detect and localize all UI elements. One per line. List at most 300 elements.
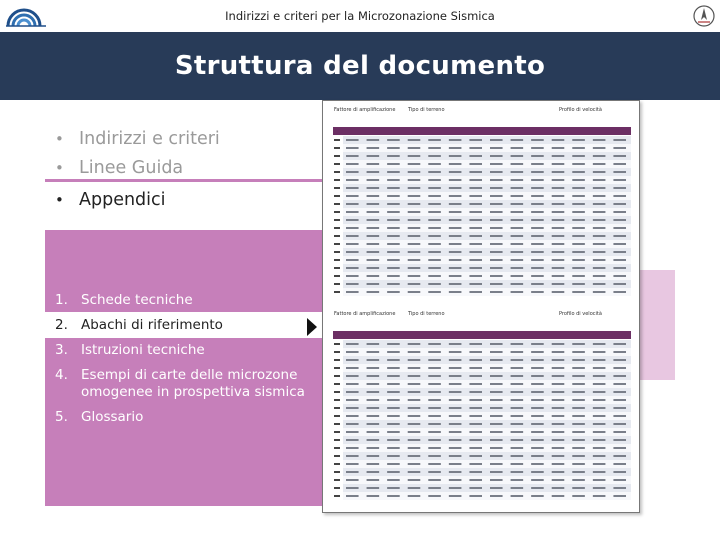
table-cell — [490, 415, 503, 417]
appendix-item-glossario[interactable] — [45, 409, 330, 426]
table-grid — [333, 136, 631, 296]
table-cell — [613, 343, 626, 345]
table-cell — [346, 227, 359, 229]
table-cell — [387, 343, 400, 345]
table-cell — [613, 447, 626, 449]
table-cell — [469, 359, 482, 361]
table-cell — [367, 383, 380, 385]
table-cell — [367, 171, 380, 173]
table-cell — [572, 251, 585, 253]
table-cell — [387, 275, 400, 277]
table-cell — [593, 359, 606, 361]
table-cell — [511, 367, 524, 369]
table-cell — [367, 267, 380, 269]
table-row — [343, 372, 631, 380]
table-cell — [449, 187, 462, 189]
table-cell — [408, 391, 421, 393]
table-cell — [593, 383, 606, 385]
table-cell — [572, 391, 585, 393]
table-row — [343, 216, 631, 224]
table-cell — [511, 203, 524, 205]
table-cell — [511, 447, 524, 449]
row-label — [334, 211, 340, 213]
table-cell — [572, 423, 585, 425]
table-cell — [613, 495, 626, 497]
table-cell — [593, 227, 606, 229]
table-cell — [511, 463, 524, 465]
table-cell — [593, 495, 606, 497]
table-cell — [367, 455, 380, 457]
table-cell — [593, 367, 606, 369]
table-cell — [408, 187, 421, 189]
table-cell — [428, 163, 441, 165]
table-cell — [552, 367, 565, 369]
table-cell — [469, 487, 482, 489]
table-cell — [613, 359, 626, 361]
table-row — [343, 484, 631, 492]
table-cell — [593, 251, 606, 253]
table-cell — [572, 187, 585, 189]
table-cell — [428, 367, 441, 369]
item-number: 5. — [55, 409, 68, 425]
table-cell — [346, 407, 359, 409]
table-cell — [408, 383, 421, 385]
table-cell — [490, 407, 503, 409]
table-cell — [469, 283, 482, 285]
table-cell — [346, 187, 359, 189]
table-cell — [449, 351, 462, 353]
table-cell — [346, 139, 359, 141]
table-cell — [613, 391, 626, 393]
table-cell — [511, 219, 524, 221]
table-cell — [408, 227, 421, 229]
table-cell — [469, 291, 482, 293]
table-cell — [387, 351, 400, 353]
table-cell — [449, 147, 462, 149]
table-cell — [531, 495, 544, 497]
table-cell — [552, 495, 565, 497]
table-cell — [449, 259, 462, 261]
table-cell — [613, 195, 626, 197]
table-cell — [346, 375, 359, 377]
table-cell — [552, 407, 565, 409]
table-cell — [428, 195, 441, 197]
table-cell — [367, 391, 380, 393]
table-cell — [387, 383, 400, 385]
table-cell — [449, 275, 462, 277]
table-cell — [346, 487, 359, 489]
table-cell — [387, 155, 400, 157]
row-label — [334, 367, 340, 369]
table-cell — [531, 259, 544, 261]
row-label — [334, 375, 340, 377]
row-label — [334, 275, 340, 277]
appendix-item-schede[interactable] — [45, 292, 330, 309]
table-cell — [346, 267, 359, 269]
section-item-linee-guida[interactable] — [45, 155, 330, 184]
table-cell — [387, 391, 400, 393]
row-label — [334, 415, 340, 417]
table-cell — [428, 155, 441, 157]
section-item-indirizzi[interactable] — [45, 126, 330, 155]
table-cell — [367, 259, 380, 261]
table-cell — [552, 447, 565, 449]
table-cell — [428, 283, 441, 285]
table-cell — [428, 343, 441, 345]
table-cell — [408, 179, 421, 181]
row-label — [334, 399, 340, 401]
table-cell — [408, 171, 421, 173]
table-cell — [552, 275, 565, 277]
table-cell — [593, 195, 606, 197]
table-cell — [511, 439, 524, 441]
row-label — [334, 163, 340, 165]
table-cell — [572, 359, 585, 361]
table-cell — [469, 227, 482, 229]
table-cell — [490, 203, 503, 205]
table-cell — [469, 399, 482, 401]
table-cell — [387, 495, 400, 497]
table-cell — [511, 495, 524, 497]
table-cell — [613, 259, 626, 261]
table-cell — [367, 251, 380, 253]
table-cell — [367, 291, 380, 293]
item-label: Esempi di carte delle microzone omogenee in prospettiva sismica — [81, 367, 305, 400]
table-cell — [511, 259, 524, 261]
table-cell — [469, 187, 482, 189]
table-cell — [387, 471, 400, 473]
table-cell — [572, 275, 585, 277]
table-cell — [387, 291, 400, 293]
table-cell — [613, 251, 626, 253]
table-cell — [469, 275, 482, 277]
table-cell — [387, 219, 400, 221]
table-cell — [387, 283, 400, 285]
table-cell — [593, 431, 606, 433]
table-cell — [387, 447, 400, 449]
table-cell — [449, 455, 462, 457]
table-cell — [613, 487, 626, 489]
table-cell — [531, 203, 544, 205]
item-label: Istruzioni tecniche — [81, 342, 205, 358]
table-cell — [572, 431, 585, 433]
table-cell — [531, 407, 544, 409]
table-cell — [511, 415, 524, 417]
table-cell — [408, 203, 421, 205]
table-cell — [552, 423, 565, 425]
appendix-item-istruzioni[interactable] — [45, 342, 330, 359]
table-cell — [593, 447, 606, 449]
table-cell — [531, 235, 544, 237]
table-row — [343, 160, 631, 168]
table-grid — [333, 340, 631, 505]
table-cell — [428, 415, 441, 417]
table-cell — [387, 243, 400, 245]
table-cell — [428, 235, 441, 237]
table-cell — [552, 391, 565, 393]
table-cell — [572, 219, 585, 221]
table-cell — [387, 203, 400, 205]
table-cell — [593, 283, 606, 285]
table-cell — [490, 391, 503, 393]
table-cell — [469, 479, 482, 481]
table-cell — [387, 171, 400, 173]
table-cell — [572, 171, 585, 173]
table-cell — [408, 407, 421, 409]
table-cell — [428, 243, 441, 245]
table-cell — [572, 407, 585, 409]
table-cell — [552, 195, 565, 197]
table-cell — [428, 495, 441, 497]
table-cell — [346, 147, 359, 149]
item-number: 2. — [55, 317, 68, 333]
table-cell — [346, 195, 359, 197]
table-cell — [593, 243, 606, 245]
table-cell — [613, 203, 626, 205]
table-cell — [552, 243, 565, 245]
table-cell — [469, 155, 482, 157]
table-cell — [346, 471, 359, 473]
table-cell — [531, 195, 544, 197]
table-cell — [531, 359, 544, 361]
table-cell — [346, 351, 359, 353]
table-cell — [367, 463, 380, 465]
table-cell — [449, 399, 462, 401]
table-cell — [449, 383, 462, 385]
table-row — [343, 380, 631, 388]
table-cell — [552, 471, 565, 473]
table-cell — [531, 415, 544, 417]
table-row — [343, 444, 631, 452]
table-cell — [449, 471, 462, 473]
table-cell — [593, 487, 606, 489]
row-label — [334, 463, 340, 465]
table-cell — [613, 275, 626, 277]
table-cell — [428, 227, 441, 229]
table-row — [343, 356, 631, 364]
table-row — [343, 224, 631, 232]
table-cell — [531, 227, 544, 229]
table-cell — [449, 179, 462, 181]
table-cell — [346, 495, 359, 497]
table-cell — [572, 375, 585, 377]
table-cell — [593, 415, 606, 417]
table-cell — [449, 423, 462, 425]
table-cell — [531, 187, 544, 189]
table-cell — [593, 423, 606, 425]
table-row — [343, 208, 631, 216]
table-cell — [346, 431, 359, 433]
table-cell — [531, 179, 544, 181]
table-cell — [469, 343, 482, 345]
table-cell — [490, 147, 503, 149]
table-cell — [346, 235, 359, 237]
table-row — [343, 460, 631, 468]
table-cell — [552, 235, 565, 237]
table-cell — [490, 179, 503, 181]
table-cell — [593, 235, 606, 237]
table-cell — [593, 259, 606, 261]
table-cell — [449, 235, 462, 237]
item-label: Glossario — [81, 409, 144, 425]
table-cell — [387, 487, 400, 489]
table-cell — [428, 399, 441, 401]
table-cell — [449, 227, 462, 229]
table-cell — [490, 423, 503, 425]
appendix-item-abachi[interactable] — [45, 312, 330, 338]
table-cell — [613, 415, 626, 417]
table-cell — [449, 343, 462, 345]
table-cell — [408, 283, 421, 285]
table-cell — [511, 243, 524, 245]
table-row — [343, 420, 631, 428]
table-cell — [531, 267, 544, 269]
table-cell — [408, 471, 421, 473]
table-cell — [428, 479, 441, 481]
table-cell — [428, 359, 441, 361]
table-cell — [531, 375, 544, 377]
table-cell — [387, 179, 400, 181]
table-cell — [367, 147, 380, 149]
table-cell — [490, 479, 503, 481]
table-cell — [572, 139, 585, 141]
row-label — [334, 147, 340, 149]
table-cell — [572, 463, 585, 465]
table-cell — [531, 243, 544, 245]
table-cell — [552, 179, 565, 181]
table-cell — [572, 471, 585, 473]
table-cell — [511, 487, 524, 489]
table-cell — [469, 447, 482, 449]
header-col-a: Fattore di amplificazione — [334, 311, 396, 317]
appendix-item-esempi[interactable] — [45, 367, 330, 401]
top-bar — [0, 0, 720, 32]
table-cell — [613, 155, 626, 157]
table-cell — [511, 163, 524, 165]
table-cell — [572, 211, 585, 213]
table-cell — [428, 423, 441, 425]
row-label — [334, 203, 340, 205]
table-cell — [511, 375, 524, 377]
table-cell — [469, 147, 482, 149]
section-item-appendici[interactable] — [45, 187, 330, 216]
table-cell — [552, 155, 565, 157]
table-cell — [552, 163, 565, 165]
table-cell — [593, 455, 606, 457]
table-cell — [593, 399, 606, 401]
table-cell — [346, 423, 359, 425]
table-row — [343, 168, 631, 176]
row-label — [334, 423, 340, 425]
table-cell — [449, 219, 462, 221]
table-cell — [531, 275, 544, 277]
table-cell — [408, 351, 421, 353]
table-row — [343, 232, 631, 240]
table-cell — [490, 367, 503, 369]
table-cell — [490, 259, 503, 261]
table-cell — [593, 139, 606, 141]
table-cell — [408, 267, 421, 269]
table-cell — [552, 399, 565, 401]
table-cell — [531, 391, 544, 393]
table-row — [343, 452, 631, 460]
table-cell — [593, 171, 606, 173]
table-cell — [428, 463, 441, 465]
table-cell — [346, 359, 359, 361]
row-label — [334, 171, 340, 173]
table-cell — [408, 423, 421, 425]
table-cell — [469, 171, 482, 173]
table-row — [343, 492, 631, 500]
table-cell — [469, 139, 482, 141]
table-cell — [428, 147, 441, 149]
table-cell — [346, 415, 359, 417]
table-cell — [531, 155, 544, 157]
table-cell — [511, 155, 524, 157]
table-cell — [572, 495, 585, 497]
table-cell — [367, 179, 380, 181]
table-cell — [469, 455, 482, 457]
appendix-list — [45, 292, 330, 434]
table-cell — [552, 211, 565, 213]
table-cell — [428, 391, 441, 393]
table-cell — [593, 163, 606, 165]
table-cell — [469, 375, 482, 377]
table-cell — [469, 163, 482, 165]
table-row — [343, 436, 631, 444]
table-cell — [490, 251, 503, 253]
table-cell — [428, 455, 441, 457]
table-cell — [367, 439, 380, 441]
table-row — [343, 136, 631, 144]
table-cell — [449, 415, 462, 417]
row-label — [334, 283, 340, 285]
table-cell — [490, 139, 503, 141]
table-cell — [387, 195, 400, 197]
table-cell — [346, 275, 359, 277]
table-cell — [490, 359, 503, 361]
table-band — [333, 127, 631, 135]
table-cell — [531, 211, 544, 213]
header-col-c: Profilo di velocità — [559, 107, 602, 113]
table-cell — [408, 487, 421, 489]
row-label — [334, 243, 340, 245]
table-cell — [346, 163, 359, 165]
table-row — [343, 288, 631, 296]
table-row — [343, 240, 631, 248]
table-cell — [387, 439, 400, 441]
table-cell — [531, 351, 544, 353]
table-cell — [367, 487, 380, 489]
table-cell — [387, 407, 400, 409]
table-cell — [572, 291, 585, 293]
table-cell — [346, 211, 359, 213]
table-cell — [511, 431, 524, 433]
table-cell — [490, 343, 503, 345]
row-label — [334, 391, 340, 393]
table-cell — [511, 391, 524, 393]
table-cell — [387, 479, 400, 481]
table-cell — [490, 383, 503, 385]
table-cell — [449, 487, 462, 489]
table-cell — [511, 351, 524, 353]
table-cell — [490, 463, 503, 465]
table-cell — [469, 179, 482, 181]
table-cell — [408, 155, 421, 157]
row-label — [334, 179, 340, 181]
table-cell — [408, 367, 421, 369]
table-cell — [552, 259, 565, 261]
